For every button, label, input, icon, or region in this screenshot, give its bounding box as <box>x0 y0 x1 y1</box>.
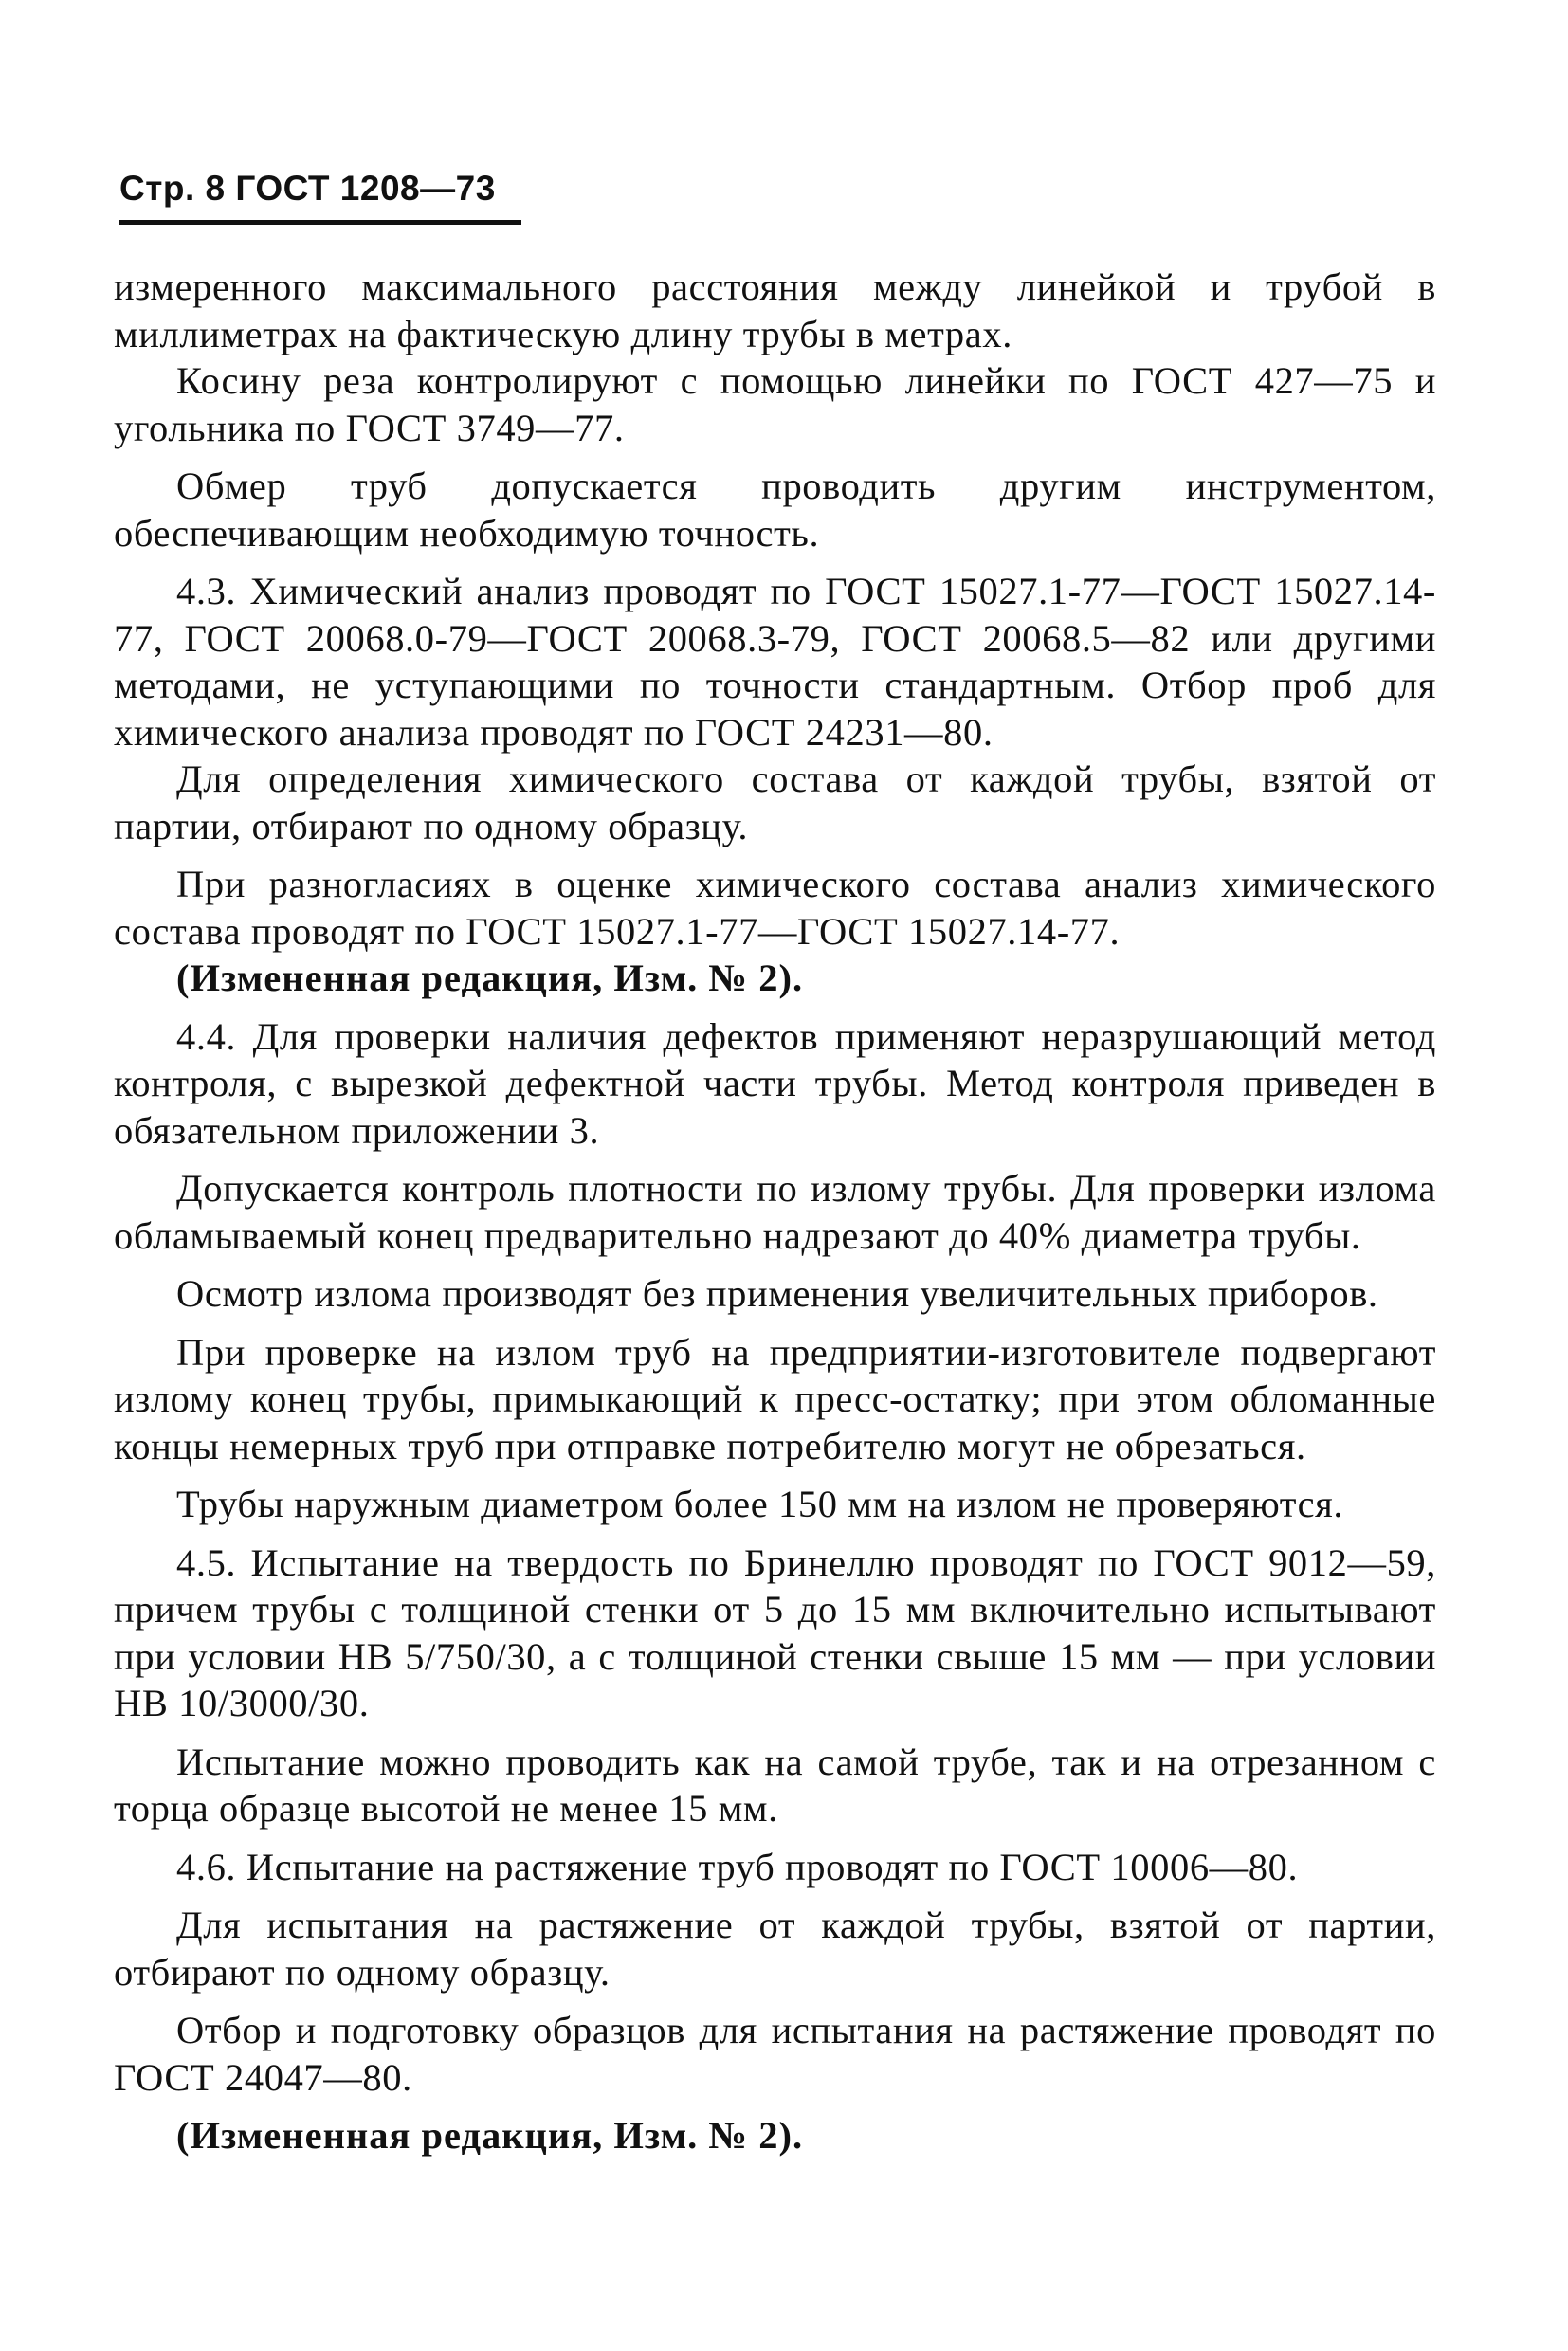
clause-4-3: 4.3. Химический анализ проводят по ГОСТ 15027.1-77—ГОСТ 15027.14-77, ГОСТ 20068.0-79—ГОСТ 20068.3-79, ГОСТ 20068.5—82 или другими методами, не уступающими по точности стандартным. Отбор проб для химического анализа проводят по ГОСТ 24231—80. <box>114 570 1436 754</box>
paragraph-cut-bevel: Косину реза контролируют с помощью линейки по ГОСТ 427—75 и угольника по ГОСТ 3749—77. <box>114 359 1436 449</box>
paragraph-tension-preparation: Отбор и подготовку образцов для испытания на растяжение проводят по ГОСТ 24047—80. <box>114 2009 1436 2099</box>
header-rule <box>119 220 521 225</box>
clause-4-6: 4.6. Испытание на растяжение труб проводят по ГОСТ 10006—80. <box>176 1845 1299 1888</box>
paragraph-hardness-sample: Испытание можно проводить как на самой трубе, так и на отрезанном с торца образце высотой не менее 15 мм. <box>114 1740 1436 1830</box>
paragraph-fracture-inspection: Осмотр излома производят без применения увеличительных приборов. <box>176 1272 1378 1315</box>
page-header: Стр. 8 ГОСТ 1208—73 <box>119 169 496 208</box>
paragraph-fracture-testing: При проверке на излом труб на предприятии-изготовителе подвергают излому конец трубы, примыкающий к пресс-остатку; при этом обломанные концы немерных труб при отправке потребителю могут не обрезаться. <box>114 1330 1436 1467</box>
clause-4-4: 4.4. Для проверки наличия дефектов применяют неразрушающий метод контроля, с вырезкой дефектной части трубы. Метод контроля приведен в обязательном приложении 3. <box>114 1014 1436 1152</box>
body-text <box>114 264 1436 2160</box>
paragraph-continuation: измеренного максимального расстояния между линейкой и трубой в миллиметрах на фактическую длину трубы в метрах. <box>114 265 1436 355</box>
paragraph-large-diameter: Трубы наружным диаметром более 150 мм на излом не проверяются. <box>176 1483 1344 1525</box>
paragraph-fracture-control: Допускается контроль плотности по излому трубы. Для проверки излома обламываемый конец предварительно надрезают до 40% диаметра трубы. <box>114 1167 1436 1257</box>
paragraph-tension-sample: Для испытания на растяжение от каждой трубы, взятой от партии, отбирают по одному образцу. <box>114 1904 1436 1994</box>
paragraph-measurement: Обмер труб допускается проводить другим инструментом, обеспечивающим необходимую точность. <box>114 465 1436 555</box>
clause-4-5: 4.5. Испытание на твердость по Бринеллю проводят по ГОСТ 9012—59, причем трубы с толщиной стенки от 5 до 15 мм включительно испытывают при условии НВ 5/750/30, а с толщиной стенки свыше 15 мм — при условии НВ 10/3000/30. <box>114 1540 1436 1724</box>
amendment-note: (Измененная редакция, Изм. № 2). <box>176 2114 804 2157</box>
paragraph-chemical-disputes: При разногласиях в оценке химического состава анализ химического состава проводят по ГОСТ 15027.1-77—ГОСТ 15027.14-77. <box>114 863 1436 953</box>
amendment-note: (Измененная редакция, Изм. № 2). <box>176 957 804 999</box>
paragraph-chemical-sampling: Для определения химического состава от каждой трубы, взятой от партии, отбирают по одному образцу. <box>114 757 1436 847</box>
